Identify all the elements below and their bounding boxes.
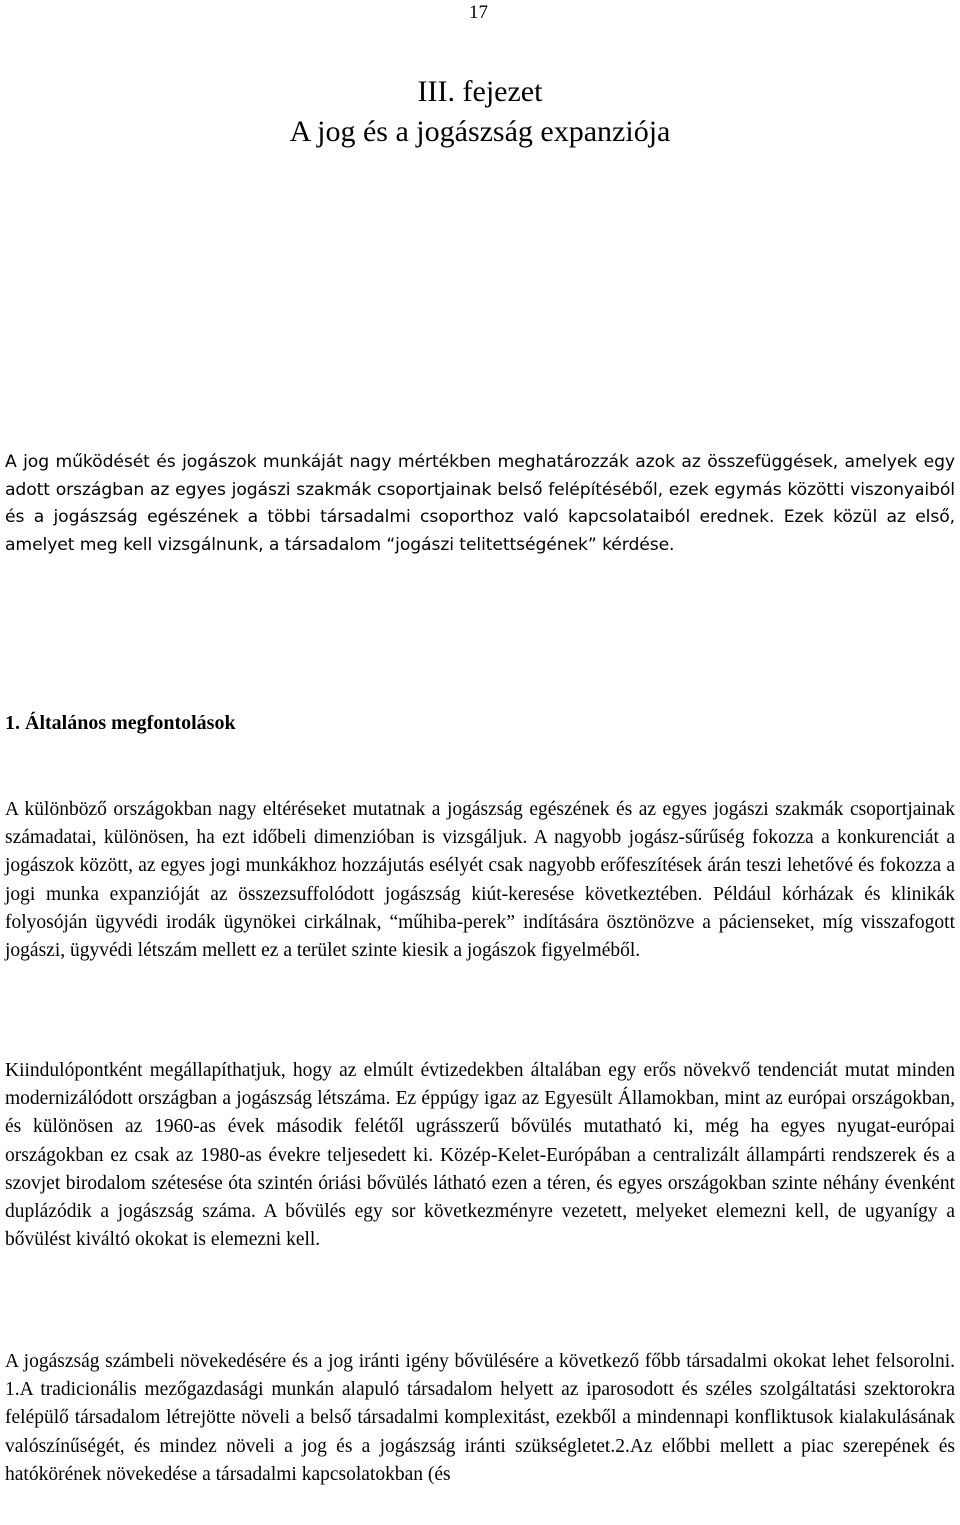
intro-paragraph: A jog működését és jogászok munkáját nagy mértékben meghatározzák azok az összefüggések, amelyek egy adott országban az egyes jogászi szakmák csoportjainak belső felépítéséből, ezek egymás közötti viszonyaiból és a jogászság egészének a többi társadalmi csoporthoz való kapcsolataiból erednek. Ezek közül az első, amelyet meg kell vizsgálnunk, a társadalom “jogászi telitettségének” kérdése. <box>5 452 955 555</box>
body-paragraph-3: A jogászság számbeli növekedésére és a jog iránti igény bővülésére a következő főbb társadalmi okokat lehet felsorolni. 1.A tradicionális mezőgazdasági munkán alapuló társadalom helyett az iparosodott és széles szolgáltatási szektorokra felépülő társadalom létrejötte növeli a belső társadalmi komplexitást, ezekből a mindennapi konfliktusok kialakulásának valószínűségét, és mindez növeli a jog és a jogászság iránti szükségletet.2.Az előbbi mellett a piac szerepének és hatókörének növekedése a társadalmi kapcsolatokban (és <box>5 1351 955 1485</box>
chapter-label: III. fejezet <box>417 75 543 108</box>
section-heading: 1. Általános megfontolások <box>5 712 236 734</box>
chapter-heading: A jog és a jogászság expanziója <box>289 115 671 148</box>
body-paragraph-1: A különböző országokban nagy eltéréseket mutatnak a jogászság egészének és az egyes jogászi szakmák csoportjainak számadatai, különösen, ha ezt időbeli dimenzióban is vizsgáljuk. A nagyobb jogász-sűrűség fokozza a konkurenciát a jogászok között, az egyes jogi munkákhoz hozzájutás esélyét csak nagyobb erőfeszítések árán teszi lehetővé és fokozza a jogi munka expanzióját az összezsuffolódott jogászság kiút-keresése következtében. Például kórházak és klinikák folyosóján ügyvédi irodák ügynökei cirkálnak, “műhiba-perek” indítására ösztönözve a pácienseket, míg visszafogott jogászi, ügyvédi létszám mellett ez a terület szinte kiesik a jogászok figyelméből. <box>5 799 955 962</box>
body-paragraph-2: Kiindulópontként megállapíthatjuk, hogy az elmúlt évtizedekben általában egy erős növekvő tendenciát mutat minden modernizálódott országban a jogászság létszáma. Ez éppúgy igaz az Egyesült Államokban, mint az európai országokban, és különösen az 1960-as évek második felétől ugrásszerű bővülés mutatható ki, még ha egyes nyugat-európai országokban ez csak az 1980-as évekre teljesedett ki. Közép-Kelet-Európában a centralizált állampárti rendszerek és a szovjet birodalom szétesése óta szintén óriási bővülés látható ezen a téren, és egyes országokban szinte néhány évenként duplázódik a jogászság száma. A bővülés egy sor következményre vezetett, melyeket elemezni kell, de ugyanígy a bővülést kiváltó okokat is elemezni kell. <box>5 1060 955 1251</box>
chapter-title <box>0 72 960 152</box>
page-number: 17 <box>469 2 488 23</box>
